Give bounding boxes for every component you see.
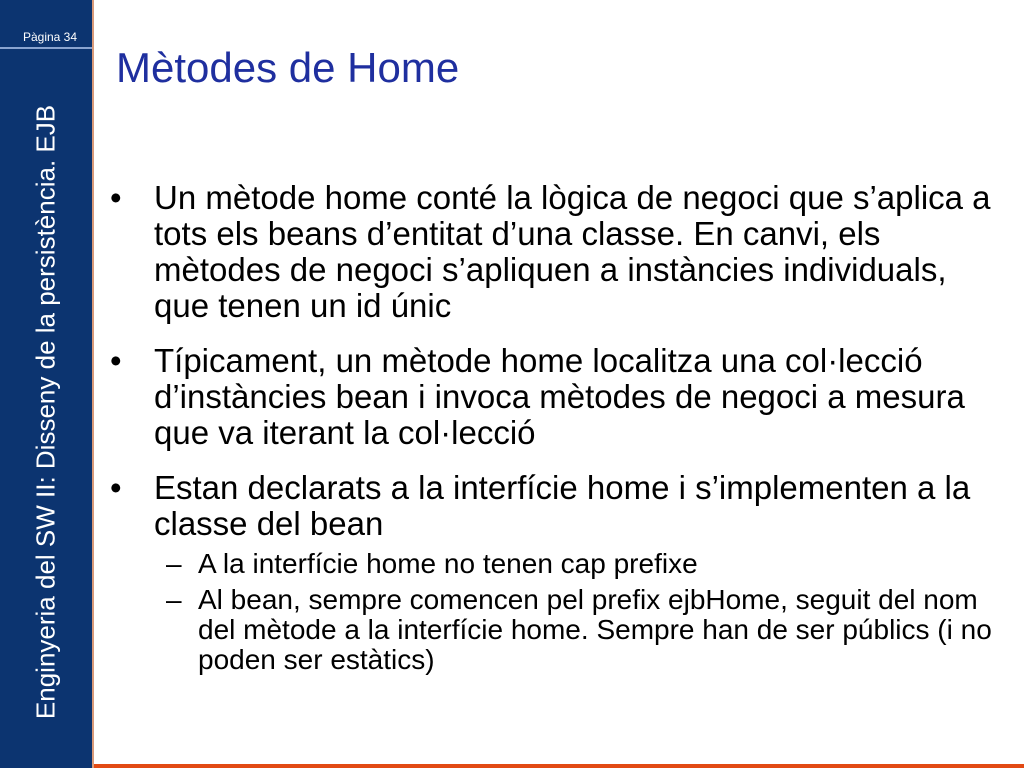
slide-content (110, 180, 1000, 693)
bullet-text: Un mètode home conté la lògica de negoci que s’aplica a tots els beans d’entitat d’una classe. En canvi, els mètodes de negoci s’apliquen a instàncies individuals, que tenen un id únic (154, 179, 991, 324)
course-title-vertical: Enginyeria del SW II: Disseny de la persistència. EJB (30, 104, 61, 720)
sub-bullet-marker: – (166, 584, 182, 615)
bullet-text: Estan declarats a la interfície home i s’implementen a la classe del bean (154, 469, 971, 542)
page-number-divider (0, 47, 92, 49)
slide-title: Mètodes de Home (116, 44, 460, 91)
bullet-item (110, 343, 1000, 451)
bullet-item (110, 470, 1000, 542)
page-number: Pàgina 34 (22, 30, 78, 44)
bullet-marker: • (110, 179, 122, 216)
sidebar (0, 0, 92, 768)
bullet-marker: • (110, 342, 122, 379)
sub-bullet-item (110, 585, 1000, 675)
sub-bullet-text: A la interfície home no tenen cap prefixe (198, 548, 698, 579)
bullet-text: Típicament, un mètode home localitza una col·lecció d’instàncies bean i invoca mètodes de negoci a mesura que va iterant la col·lecció (154, 342, 965, 451)
sub-bullet-text: Al bean, sempre comencen pel prefix ejbHome, seguit del nom del mètode a la interfície home. Sempre han de ser públics (i no poden ser estàtics) (198, 584, 992, 675)
bullet-item (110, 180, 1000, 324)
sidebar-divider (92, 0, 94, 768)
sub-bullet-marker: – (166, 548, 182, 579)
bottom-accent-rule (94, 764, 1024, 768)
bullet-marker: • (110, 469, 122, 506)
sub-bullet-item (110, 549, 1000, 579)
